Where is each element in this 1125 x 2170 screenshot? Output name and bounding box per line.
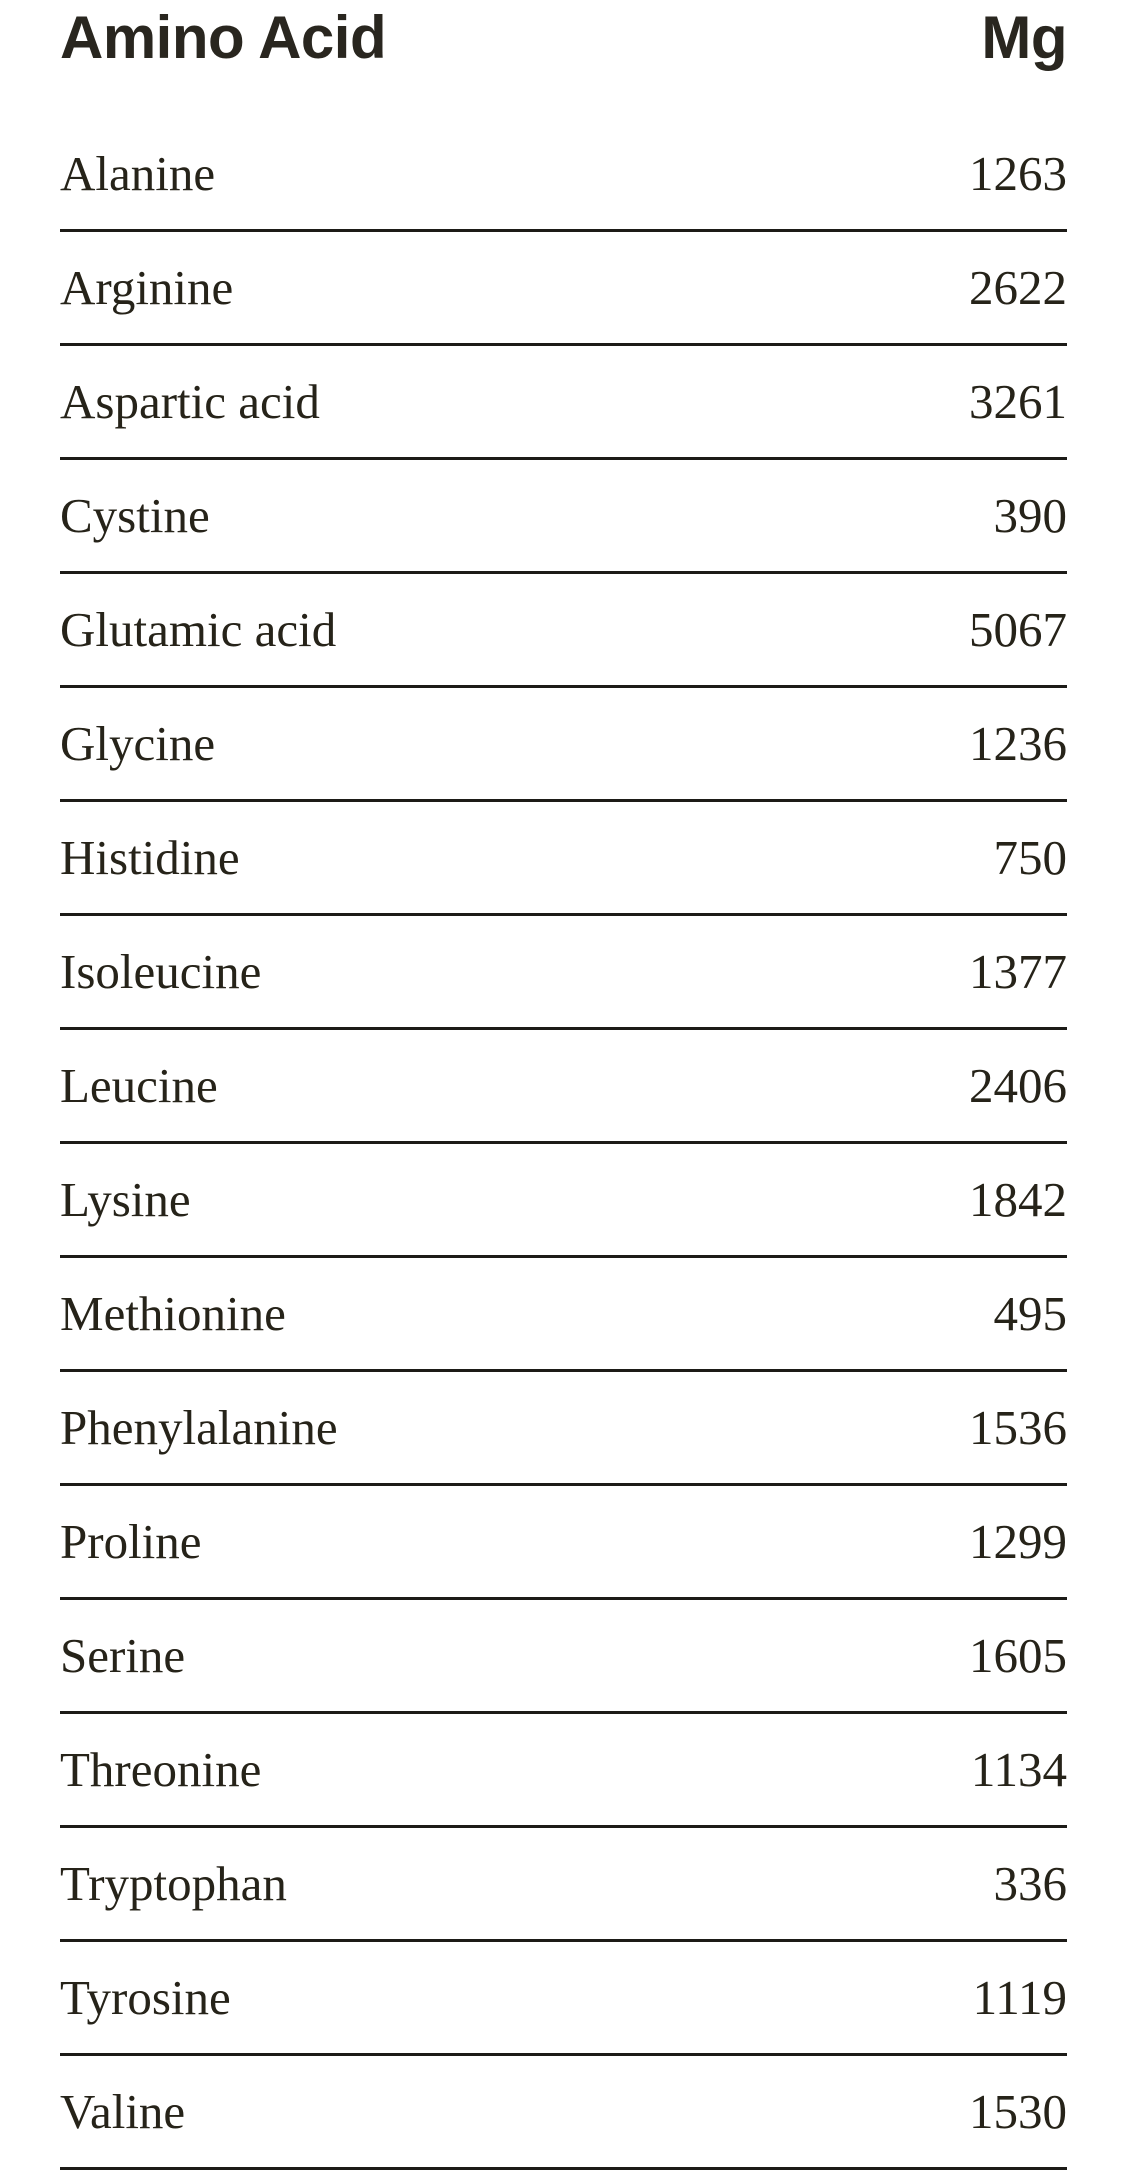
amino-acid-name: Lysine	[60, 1172, 191, 1227]
table-row	[60, 574, 1067, 688]
amino-acid-name: Phenylalanine	[60, 1400, 338, 1455]
mg-value: 1119	[972, 1970, 1067, 2025]
table-row	[60, 802, 1067, 916]
table-row	[60, 118, 1067, 232]
column-header-amino-acid: Amino Acid	[60, 4, 387, 71]
amino-acid-name: Glutamic acid	[60, 602, 337, 657]
table-row	[60, 2056, 1067, 2170]
amino-acid-name: Cystine	[60, 488, 210, 543]
table-row	[60, 688, 1067, 802]
amino-acid-name: Isoleucine	[60, 944, 262, 999]
mg-value: 750	[993, 830, 1067, 885]
table-row	[60, 1372, 1067, 1486]
table-row	[60, 1714, 1067, 1828]
amino-acid-name: Valine	[60, 2084, 186, 2139]
mg-value: 2622	[969, 260, 1067, 315]
table-row	[60, 916, 1067, 1030]
table-row	[60, 1942, 1067, 2056]
mg-value: 495	[993, 1286, 1067, 1341]
mg-value: 1299	[969, 1514, 1067, 1569]
mg-value: 390	[993, 488, 1067, 543]
table-row	[60, 1030, 1067, 1144]
table-row	[60, 346, 1067, 460]
amino-acid-name: Serine	[60, 1628, 186, 1683]
amino-acid-name: Threonine	[60, 1742, 262, 1797]
amino-acid-name: Glycine	[60, 716, 216, 771]
amino-acid-name: Alanine	[60, 146, 216, 201]
table-row	[60, 232, 1067, 346]
column-header-mg: Mg	[981, 4, 1067, 71]
amino-acid-name: Tyrosine	[60, 1970, 231, 2025]
mg-value: 5067	[969, 602, 1067, 657]
mg-value: 1530	[969, 2084, 1067, 2139]
mg-value: 2406	[969, 1058, 1067, 1113]
mg-value: 1134	[970, 1742, 1067, 1797]
table-body	[60, 118, 1067, 2170]
mg-value: 1842	[969, 1172, 1067, 1227]
table-row	[60, 1828, 1067, 1942]
table-row	[60, 460, 1067, 574]
amino-acid-name: Aspartic acid	[60, 374, 320, 429]
amino-acid-name: Proline	[60, 1514, 202, 1569]
mg-value: 1536	[969, 1400, 1067, 1455]
mg-value: 336	[993, 1856, 1067, 1911]
table-row	[60, 1486, 1067, 1600]
mg-value: 1605	[969, 1628, 1067, 1683]
amino-acid-name: Methionine	[60, 1286, 286, 1341]
mg-value: 1263	[969, 146, 1067, 201]
amino-acid-name: Leucine	[60, 1058, 218, 1113]
table-row	[60, 1600, 1067, 1714]
amino-acid-name: Histidine	[60, 830, 240, 885]
amino-acid-name: Arginine	[60, 260, 234, 315]
mg-value: 1236	[969, 716, 1067, 771]
table-row	[60, 1144, 1067, 1258]
amino-acid-name: Tryptophan	[60, 1856, 287, 1911]
mg-value: 1377	[969, 944, 1067, 999]
table-row	[60, 1258, 1067, 1372]
table-header	[60, 0, 1067, 118]
mg-value: 3261	[969, 374, 1067, 429]
